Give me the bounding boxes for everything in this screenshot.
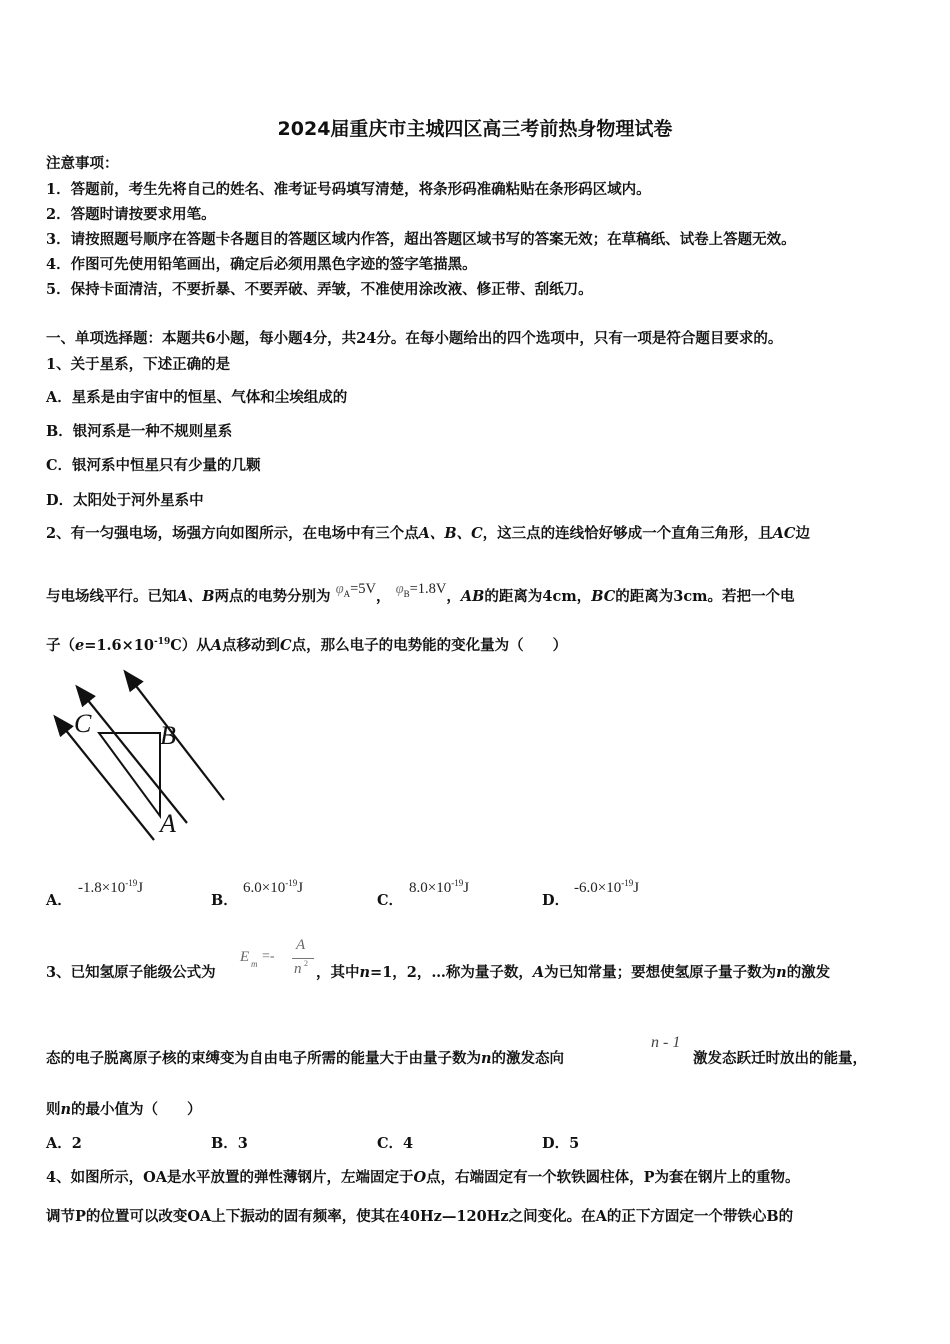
n-minus-one-formula: n - 1 [651,1034,681,1051]
point-label-a: A [160,809,176,838]
q4-line-2: 调节P的位置可以改变OA上下振动的固有频率，使其在40Hz—120Hz之间变化。在A的正下方固定一个带铁心B的 [46,1208,794,1225]
point-label-b: B [160,721,176,750]
q2-option-d-letter: D． [542,892,570,909]
q2-option-d-value: $-6.0\times 10^{-19}J$ [574,878,640,896]
q3-option-a: A．2 [46,1135,82,1152]
q2-option-c-value: $8.0\times 10^{-19}J$ [409,878,470,896]
q3-line-2-part-b: 激发态跃迁时放出的能量， [693,1050,867,1067]
q4-line-1: 4、如图所示，OA是水平放置的弹性薄钢片，左端固定于O点，右端固定有一个软铁圆柱体，P为套在钢片上的重物。 [46,1169,800,1186]
point-label-c: C [74,709,92,738]
notice-item-2: 2．答题时请按要求用笔。 [46,206,216,223]
q1-stem: 1、关于星系，下述正确的是 [46,356,231,373]
phi-b-formula: $\varphi_B=1.8V$ [395,581,447,599]
notice-item-5: 5．保持卡面清洁，不要折暴、不要弄破、弄皱，不准使用涂改液、修正带、刮纸刀。 [46,281,593,298]
notice-item-4: 4．作图可先使用铅笔画出，确定后必须用黑色字迹的签字笔描黑。 [46,256,477,273]
electric-field-figure [44,668,234,848]
q2-line-2: 与电场线平行。已知A、B两点的电势分别为 $\varphi_A=5V$， $\varphi_B=1.8V$，AB的距离为4cm，BC的距离为3cm。若把一个电 [46,581,795,605]
notice-item-1: 1．答题前，考生先将自己的姓名、准考证号码填写清楚，将条形码准确粘贴在条形码区域内。 [46,181,651,198]
phi-a-formula: $\varphi_A=5V$ [335,581,377,599]
q3-line-1-part-b: ，其中n=1，2，…称为量子数，A为已知常量；要想使氢原子量子数为n的激发 [316,964,831,981]
page-title: 2024届重庆市主城四区高三考前热身物理试卷 [277,118,673,140]
q1-option-c: C．银河系中恒星只有少量的几颗 [46,457,261,474]
q2-line-3: 子$(e=1.6\times 10^{-19}C)$从A点移动到C点，那么电子的电势能的变化量为（ ） [46,637,568,654]
q2-option-b-letter: B． [211,892,238,909]
energy-level-formula: E m =- A n 2 [240,937,320,983]
notice-item-3: 3．请按照题号顺序在答题卡各题目的答题区域内作答，超出答题区域书写的答案无效；在草稿纸、试卷上答题无效。 [46,231,796,248]
q2-option-b-value: $6.0\times 10^{-19}J$ [243,878,304,896]
q1-option-d: D．太阳处于河外星系中 [46,492,204,509]
q3-line-3: 则n的最小值为（ ） [46,1101,202,1118]
field-line [78,688,187,823]
q3-line-2-part-a: 态的电子脱离原子核的束缚变为自由电子所需的能量大于由量子数为n的激发态向 [46,1050,565,1067]
q3-line-1-part-a: 3、已知氢原子能级公式为 [46,964,216,981]
q3-option-b: B．3 [211,1135,248,1152]
q1-option-a: A．星系是由宇宙中的恒星、气体和尘埃组成的 [46,389,348,406]
field-line [56,718,154,840]
q2-option-a-value: $-1.8\times 10^{-19}J$ [78,878,144,896]
q3-option-d: D．5 [542,1135,580,1152]
q2-line-1: 2、有一匀强电场，场强方向如图所示，在电场中有三个点A、B、C，这三点的连线恰好够成一个直角三角形，且AC边 [46,525,810,542]
triangle-abc [99,733,160,816]
q3-option-c: C．4 [377,1135,414,1152]
q2-option-a-letter: A． [46,892,72,909]
q1-option-b: B．银河系是一种不规则星系 [46,423,233,440]
q2-option-c-letter: C． [377,892,404,909]
notice-heading: 注意事项： [46,155,119,172]
section-heading: 一、单项选择题：本题共6小题，每小题4分，共24分。在每小题给出的四个选项中，只有一项是符合题目要求的。 [46,330,783,347]
